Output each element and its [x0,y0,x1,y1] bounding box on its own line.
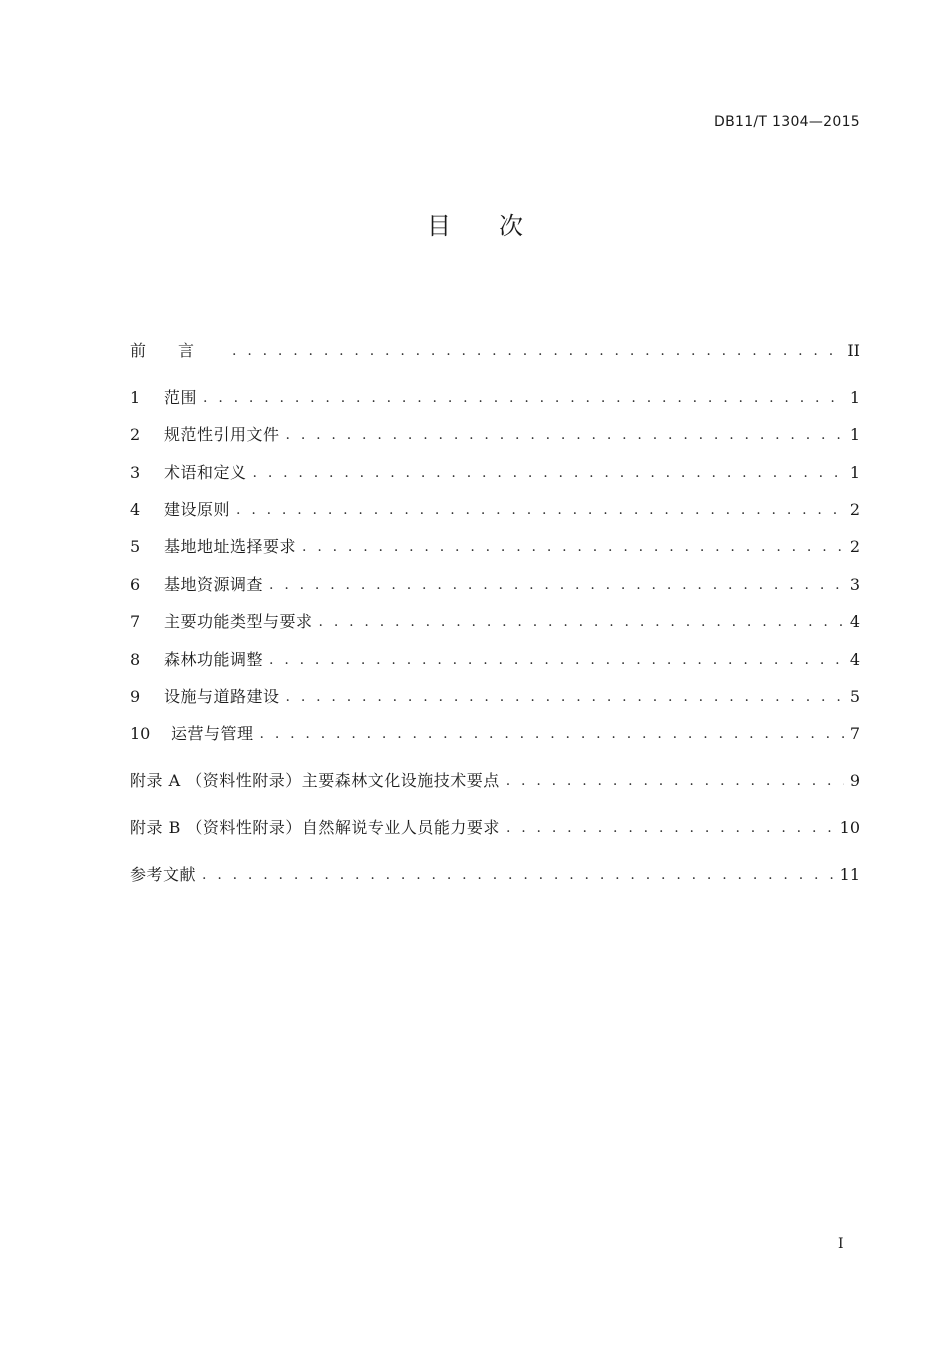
toc-entry-6[interactable] [130,573,860,597]
toc-leader-dots [269,573,844,597]
toc-entry-number: 2 [130,425,141,444]
toc-entry-page: 11 [839,865,860,884]
toc-entry-9[interactable] [130,685,860,709]
toc-entry-number: 9 [130,687,141,706]
toc-leader-dots [232,339,841,363]
toc-entry-appendix-a[interactable] [130,769,860,793]
toc-leader-dots [286,423,844,447]
toc-entry-number: 4 [130,500,141,519]
toc-entry-4[interactable] [130,498,860,522]
toc-entry-label: 附录 A （资料性附录）主要森林文化设施技术要点 [130,771,500,790]
toc-entry-number: 6 [130,575,141,594]
toc-entry-page: 4 [849,650,860,669]
toc-leader-dots [202,863,834,887]
toc-entry-page: II [847,341,860,360]
toc-leader-dots [506,769,844,793]
toc-entry-page: 1 [849,388,860,407]
toc-leader-dots [236,498,844,522]
page-number: I [838,1236,844,1252]
toc-entry-label: 设施与道路建设 [164,687,280,706]
toc-leader-dots [286,685,844,709]
document-code: DB11/T 1304—2015 [714,114,860,130]
toc-entry-page: 7 [849,724,860,743]
toc-entry-references[interactable] [130,863,860,887]
toc-entry-page: 4 [849,612,860,631]
toc-entry-label: 基地资源调查 [164,575,264,594]
toc-leader-dots [506,816,834,840]
toc-entry-label: 附录 B （资料性附录）自然解说专业人员能力要求 [130,818,500,837]
toc-entry-number: 10 [130,724,151,743]
toc-entry-10[interactable] [130,722,860,746]
toc-entry-appendix-b[interactable] [130,816,860,840]
toc-entry-number: 7 [130,612,141,631]
toc-entry-1[interactable] [130,386,860,410]
toc-entry-8[interactable] [130,648,860,672]
toc-entry-label: 范围 [164,388,198,407]
toc-entry-number: 3 [130,463,141,482]
toc-leader-dots [260,722,844,746]
toc-entry-number: 8 [130,650,141,669]
page-title: 目次 [427,212,571,240]
toc-entry-page: 1 [849,425,860,444]
toc-entry-page: 3 [849,575,860,594]
toc-entry-foreword[interactable] [130,339,860,363]
toc-entry-label: 前言 [130,341,227,360]
toc-entry-label: 基地地址选择要求 [164,537,297,556]
toc-entry-3[interactable] [130,461,860,485]
toc-entry-page: 2 [849,537,860,556]
toc-entry-label: 主要功能类型与要求 [164,612,313,631]
toc-entry-label: 森林功能调整 [164,650,264,669]
toc-entry-page: 2 [849,500,860,519]
toc-entry-label: 运营与管理 [171,724,254,743]
toc-entry-page: 10 [839,818,860,837]
toc-entry-page: 9 [849,771,860,790]
toc-leader-dots [203,386,844,410]
toc-entry-label: 术语和定义 [164,463,247,482]
toc-entry-5[interactable] [130,535,860,559]
toc-entry-label: 参考文献 [130,865,197,884]
toc-entry-number: 5 [130,537,141,556]
toc-leader-dots [319,610,844,634]
toc-entry-number: 1 [130,388,141,407]
toc-entry-page: 5 [849,687,860,706]
toc-entry-2[interactable] [130,423,860,447]
toc-leader-dots [269,648,844,672]
toc-leader-dots [253,461,844,485]
toc-entry-label: 建设原则 [164,500,231,519]
toc-leader-dots [302,535,844,559]
toc-entry-7[interactable] [130,610,860,634]
toc-entry-page: 1 [849,463,860,482]
toc-entry-label: 规范性引用文件 [164,425,280,444]
